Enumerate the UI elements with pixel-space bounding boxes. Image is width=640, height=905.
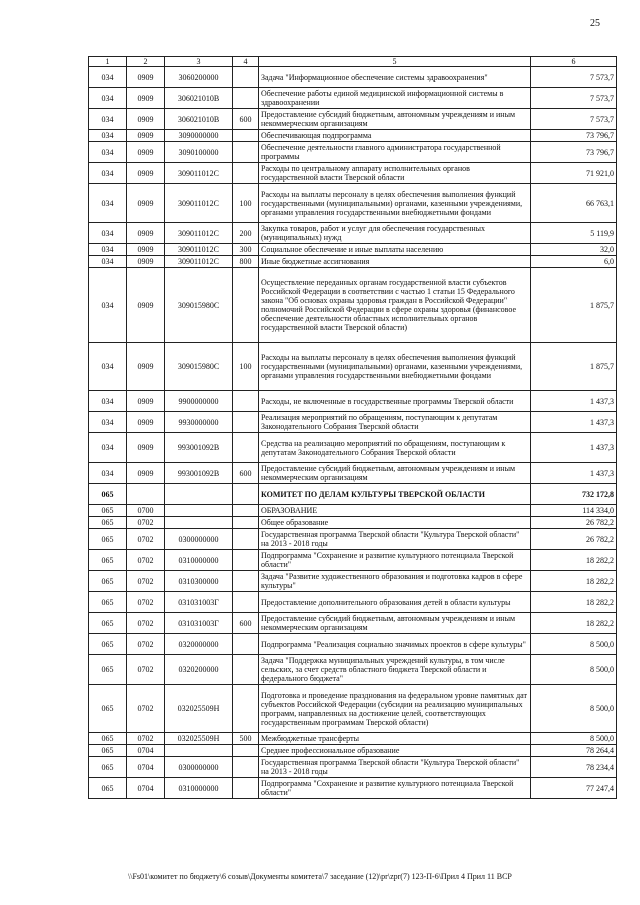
cell-expense-type (233, 268, 259, 343)
cell-admin-code: 065 (89, 529, 127, 550)
cell-description: ОБРАЗОВАНИЕ (259, 505, 531, 517)
cell-section-code: 0909 (127, 244, 165, 256)
table-row (89, 484, 617, 505)
cell-target-article: 0300000000 (165, 529, 233, 550)
cell-target-article: 306021010В (165, 88, 233, 109)
cell-amount: 732 172,8 (531, 484, 617, 505)
cell-target-article: 0310300000 (165, 571, 233, 592)
cell-amount: 78 264,4 (531, 745, 617, 757)
cell-expense-type (233, 433, 259, 463)
cell-expense-type (233, 655, 259, 685)
cell-expense-type: 100 (233, 343, 259, 391)
cell-expense-type (233, 685, 259, 733)
cell-admin-code: 034 (89, 463, 127, 484)
cell-admin-code: 065 (89, 733, 127, 745)
cell-admin-code: 065 (89, 571, 127, 592)
cell-target-article: 3090100000 (165, 142, 233, 163)
cell-admin-code: 034 (89, 130, 127, 142)
cell-admin-code: 065 (89, 655, 127, 685)
cell-expense-type (233, 130, 259, 142)
cell-section-code: 0702 (127, 550, 165, 571)
cell-expense-type (233, 529, 259, 550)
cell-target-article: 9930000000 (165, 412, 233, 433)
cell-amount: 8 500,0 (531, 733, 617, 745)
cell-target-article: 309015980С (165, 343, 233, 391)
table-row (89, 244, 617, 256)
cell-amount: 26 782,2 (531, 529, 617, 550)
cell-admin-code: 034 (89, 268, 127, 343)
cell-description: Обеспечение работы единой медицинской информационной системы в здравоохранении (259, 88, 531, 109)
cell-expense-type: 300 (233, 244, 259, 256)
cell-description: Государственная программа Тверской области "Культура Тверской области" на 2013 - 2018 годы (259, 757, 531, 778)
column-header-2: 2 (127, 57, 165, 67)
cell-admin-code: 065 (89, 757, 127, 778)
cell-description: Осуществление переданных органам государственной власти субъектов Российской Федерации в соответствии с частью 1 статьи 15 Федерального закона "Об основах охраны здоровья граждан в Российской Федерации" полномочий Российской Федерации в сфере охраны здоровья (финансовое обеспечение деятельности областных исполнительных органов государственной власти Тверской области) (259, 268, 531, 343)
cell-description: Иные бюджетные ассигнования (259, 256, 531, 268)
table-row (89, 529, 617, 550)
column-header-5: 5 (259, 57, 531, 67)
cell-description: Задача "Информационное обеспечение системы здравоохранения" (259, 67, 531, 88)
cell-section-code: 0909 (127, 433, 165, 463)
cell-expense-type (233, 142, 259, 163)
table-row (89, 505, 617, 517)
cell-target-article: 309011012С (165, 184, 233, 223)
cell-target-article: 309011012С (165, 163, 233, 184)
table-row (89, 391, 617, 412)
cell-admin-code: 065 (89, 505, 127, 517)
cell-section-code: 0909 (127, 268, 165, 343)
file-path-footer: \\Fs01\комитет по бюджету\6 созыв\Документы комитета\7 заседание (12)\pr\zpr(7) 123-П-6\Прил 4 Прил 11 ВСР (128, 872, 512, 881)
table-row (89, 757, 617, 778)
table-row (89, 517, 617, 529)
cell-target-article: 032025509Н (165, 733, 233, 745)
cell-expense-type: 600 (233, 613, 259, 634)
cell-section-code: 0704 (127, 778, 165, 799)
cell-target-article: 306021010В (165, 109, 233, 130)
table-row (89, 343, 617, 391)
table-row (89, 412, 617, 433)
cell-amount: 73 796,7 (531, 142, 617, 163)
cell-target-article (165, 745, 233, 757)
cell-target-article: 309011012С (165, 256, 233, 268)
cell-section-code: 0909 (127, 256, 165, 268)
cell-admin-code: 034 (89, 88, 127, 109)
cell-admin-code: 034 (89, 223, 127, 244)
cell-admin-code: 034 (89, 244, 127, 256)
cell-description: Предоставление субсидий бюджетным, автономным учреждениям и иным некоммерческим организациям (259, 109, 531, 130)
cell-amount: 18 282,2 (531, 550, 617, 571)
table-row (89, 733, 617, 745)
cell-expense-type (233, 592, 259, 613)
cell-expense-type (233, 163, 259, 184)
cell-amount: 71 921,0 (531, 163, 617, 184)
cell-target-article (165, 517, 233, 529)
cell-target-article: 031031003Г (165, 592, 233, 613)
cell-target-article: 309011012С (165, 244, 233, 256)
cell-amount: 6,0 (531, 256, 617, 268)
cell-amount: 7 573,7 (531, 109, 617, 130)
cell-expense-type (233, 412, 259, 433)
table-header-row (89, 57, 617, 67)
table-row (89, 550, 617, 571)
cell-section-code: 0909 (127, 109, 165, 130)
budget-table (88, 56, 617, 799)
cell-description: Средства на реализацию мероприятий по обращениям, поступающим к депутатам Законодательного Собрания Тверской области (259, 433, 531, 463)
cell-amount: 32,0 (531, 244, 617, 256)
cell-section-code: 0909 (127, 184, 165, 223)
cell-section-code: 0909 (127, 88, 165, 109)
cell-target-article: 993001092В (165, 463, 233, 484)
cell-section-code: 0909 (127, 391, 165, 412)
cell-amount: 78 234,4 (531, 757, 617, 778)
cell-description: Расходы на выплаты персоналу в целях обеспечения выполнения функций государственными (муниципальными) органами, казенными учреждениями, органами управления государственными внебюджетными фондами (259, 184, 531, 223)
cell-description: Расходы, не включенные в государственные программы Тверской области (259, 391, 531, 412)
cell-target-article: 309015980С (165, 268, 233, 343)
cell-amount: 8 500,0 (531, 685, 617, 733)
cell-description: Государственная программа Тверской области "Культура Тверской области" на 2013 - 2018 годы (259, 529, 531, 550)
cell-description: Предоставление субсидий бюджетным, автономным учреждениям и иным некоммерческим организациям (259, 463, 531, 484)
cell-admin-code: 034 (89, 67, 127, 88)
table-row (89, 571, 617, 592)
table-row (89, 88, 617, 109)
cell-admin-code: 034 (89, 256, 127, 268)
cell-admin-code: 065 (89, 484, 127, 505)
table-row (89, 184, 617, 223)
cell-description: Предоставление субсидий бюджетным, автономным учреждениям и иным некоммерческим организациям (259, 613, 531, 634)
cell-expense-type (233, 550, 259, 571)
cell-expense-type: 800 (233, 256, 259, 268)
cell-description: Обеспечивающая подпрограмма (259, 130, 531, 142)
cell-section-code: 0702 (127, 517, 165, 529)
cell-section-code: 0702 (127, 592, 165, 613)
cell-section-code: 0909 (127, 130, 165, 142)
cell-target-article: 3060200000 (165, 67, 233, 88)
table-row (89, 613, 617, 634)
cell-target-article: 993001092В (165, 433, 233, 463)
cell-admin-code: 034 (89, 433, 127, 463)
cell-admin-code: 034 (89, 142, 127, 163)
cell-expense-type (233, 484, 259, 505)
cell-description: Расходы по центральному аппарату исполнительных органов государственной власти Тверской области (259, 163, 531, 184)
cell-section-code: 0702 (127, 733, 165, 745)
cell-section-code: 0702 (127, 571, 165, 592)
page-number: 25 (590, 18, 600, 29)
cell-expense-type (233, 391, 259, 412)
cell-section-code: 0704 (127, 745, 165, 757)
cell-amount: 18 282,2 (531, 571, 617, 592)
cell-expense-type: 600 (233, 463, 259, 484)
cell-expense-type: 600 (233, 109, 259, 130)
cell-description: Подпрограмма "Реализация социально значимых проектов в сфере культуры" (259, 634, 531, 655)
cell-description: Предоставление дополнительного образования детей в области культуры (259, 592, 531, 613)
table-row (89, 142, 617, 163)
cell-target-article: 0310000000 (165, 550, 233, 571)
cell-admin-code: 065 (89, 778, 127, 799)
cell-amount: 5 119,9 (531, 223, 617, 244)
cell-description: Задача "Поддержка муниципальных учреждений культуры, в том числе сельских, за счет средств областного бюджета Тверской области и федерального бюджета" (259, 655, 531, 685)
cell-description: Закупка товаров, работ и услуг для обеспечения государственных (муниципальных) нужд (259, 223, 531, 244)
cell-description: Задача "Развитие художественного образования и подготовка кадров в сфере культуры" (259, 571, 531, 592)
cell-admin-code: 065 (89, 685, 127, 733)
cell-amount: 8 500,0 (531, 655, 617, 685)
cell-description: Подпрограмма "Сохранение и развитие культурного потенциала Тверской области" (259, 778, 531, 799)
cell-expense-type (233, 778, 259, 799)
cell-description: КОМИТЕТ ПО ДЕЛАМ КУЛЬТУРЫ ТВЕРСКОЙ ОБЛАСТИ (259, 484, 531, 505)
cell-target-article: 0320000000 (165, 634, 233, 655)
cell-admin-code: 065 (89, 517, 127, 529)
cell-admin-code: 034 (89, 343, 127, 391)
cell-amount: 18 282,2 (531, 592, 617, 613)
table-row (89, 592, 617, 613)
cell-amount: 8 500,0 (531, 634, 617, 655)
cell-description: Расходы на выплаты персоналу в целях обеспечения выполнения функций государственными (муниципальными) органами, казенными учреждениями, органами управления государственными внебюджетными фондами (259, 343, 531, 391)
cell-section-code: 0909 (127, 67, 165, 88)
cell-expense-type (233, 634, 259, 655)
cell-amount: 1 437,3 (531, 433, 617, 463)
table-row (89, 433, 617, 463)
cell-section-code: 0702 (127, 529, 165, 550)
cell-section-code: 0704 (127, 757, 165, 778)
cell-target-article: 0310000000 (165, 778, 233, 799)
cell-admin-code: 034 (89, 163, 127, 184)
cell-amount: 114 334,0 (531, 505, 617, 517)
table-row (89, 163, 617, 184)
table-row (89, 685, 617, 733)
cell-amount: 1 437,3 (531, 463, 617, 484)
cell-expense-type: 500 (233, 733, 259, 745)
table-row (89, 256, 617, 268)
cell-amount: 1 875,7 (531, 343, 617, 391)
cell-section-code: 0909 (127, 412, 165, 433)
table-row (89, 463, 617, 484)
cell-section-code: 0909 (127, 463, 165, 484)
cell-expense-type (233, 505, 259, 517)
cell-admin-code: 034 (89, 412, 127, 433)
cell-target-article: 3090000000 (165, 130, 233, 142)
table-row (89, 109, 617, 130)
cell-target-article: 0300000000 (165, 757, 233, 778)
cell-section-code: 0702 (127, 634, 165, 655)
cell-target-article: 032025509Н (165, 685, 233, 733)
cell-amount: 1 437,3 (531, 412, 617, 433)
cell-description: Среднее профессиональное образование (259, 745, 531, 757)
cell-target-article: 309011012С (165, 223, 233, 244)
cell-admin-code: 034 (89, 391, 127, 412)
cell-expense-type (233, 88, 259, 109)
cell-section-code: 0702 (127, 655, 165, 685)
table-row (89, 655, 617, 685)
cell-description: Общее образование (259, 517, 531, 529)
cell-admin-code: 065 (89, 550, 127, 571)
cell-description: Подготовка и проведение празднования на федеральном уровне памятных дат субъектов Российской Федерации (субсидии на реализацию муниципальных программ, направленных на достижение целей, соответствующих государственным программам Тверской области) (259, 685, 531, 733)
table-row (89, 634, 617, 655)
cell-target-article (165, 505, 233, 517)
table-row (89, 130, 617, 142)
cell-amount: 1 437,3 (531, 391, 617, 412)
column-header-1: 1 (89, 57, 127, 67)
table-row (89, 268, 617, 343)
cell-amount: 18 282,2 (531, 613, 617, 634)
cell-target-article: 031031003Г (165, 613, 233, 634)
column-header-6: 6 (531, 57, 617, 67)
cell-section-code: 0909 (127, 142, 165, 163)
cell-admin-code: 034 (89, 184, 127, 223)
cell-admin-code: 034 (89, 109, 127, 130)
cell-description: Социальное обеспечение и иные выплаты населению (259, 244, 531, 256)
cell-description: Обеспечение деятельности главного администратора государственной программы (259, 142, 531, 163)
cell-section-code: 0909 (127, 163, 165, 184)
cell-expense-type (233, 745, 259, 757)
cell-section-code: 0909 (127, 343, 165, 391)
cell-amount: 26 782,2 (531, 517, 617, 529)
cell-admin-code: 065 (89, 745, 127, 757)
cell-description: Межбюджетные трансферты (259, 733, 531, 745)
table-row (89, 745, 617, 757)
cell-expense-type (233, 517, 259, 529)
column-header-4: 4 (233, 57, 259, 67)
cell-amount: 7 573,7 (531, 88, 617, 109)
cell-amount: 66 763,1 (531, 184, 617, 223)
cell-section-code: 0700 (127, 505, 165, 517)
cell-admin-code: 065 (89, 634, 127, 655)
cell-expense-type (233, 67, 259, 88)
cell-section-code: 0702 (127, 613, 165, 634)
cell-description: Реализация мероприятий по обращениям, поступающим к депутатам Законодательного Собрания Тверской области (259, 412, 531, 433)
cell-amount: 73 796,7 (531, 130, 617, 142)
cell-admin-code: 065 (89, 613, 127, 634)
cell-target-article: 0320200000 (165, 655, 233, 685)
cell-amount: 77 247,4 (531, 778, 617, 799)
cell-expense-type: 200 (233, 223, 259, 244)
cell-amount: 7 573,7 (531, 67, 617, 88)
table-row (89, 778, 617, 799)
cell-target-article: 9900000000 (165, 391, 233, 412)
cell-description: Подпрограмма "Сохранение и развитие культурного потенциала Тверской области" (259, 550, 531, 571)
cell-target-article (165, 484, 233, 505)
cell-amount: 1 875,7 (531, 268, 617, 343)
cell-section-code: 0909 (127, 223, 165, 244)
cell-expense-type (233, 757, 259, 778)
table-row (89, 67, 617, 88)
cell-admin-code: 065 (89, 592, 127, 613)
cell-expense-type: 100 (233, 184, 259, 223)
cell-section-code: 0702 (127, 685, 165, 733)
cell-section-code (127, 484, 165, 505)
cell-expense-type (233, 571, 259, 592)
column-header-3: 3 (165, 57, 233, 67)
table-row (89, 223, 617, 244)
